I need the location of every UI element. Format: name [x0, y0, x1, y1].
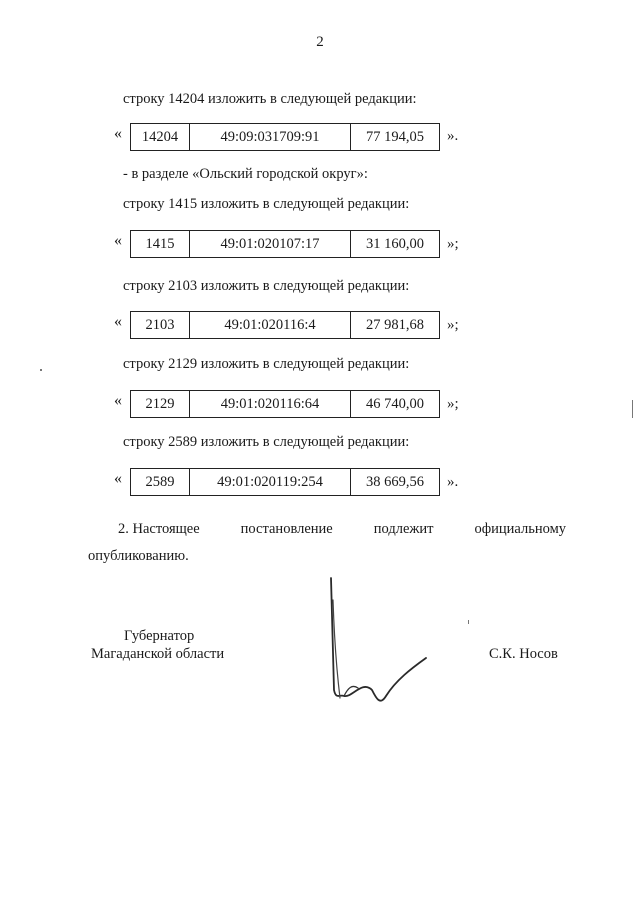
instruction-line: строку 1415 изложить в следующей редакции: — [123, 196, 410, 212]
scan-edge-mark — [632, 400, 633, 418]
row-number: 1415 — [131, 231, 190, 258]
row-number: 2103 — [131, 312, 190, 339]
cadastral-value: 27 981,68 — [351, 312, 440, 339]
table-row — [130, 468, 440, 496]
cadastral-number: 49:01:020116:64 — [190, 391, 351, 418]
instruction-line: строку 2103 изложить в следующей редакции: — [123, 278, 410, 294]
close-quote: »; — [447, 236, 459, 252]
cadastral-value: 46 740,00 — [351, 391, 440, 418]
cadastral-number: 49:09:031709:91 — [190, 124, 351, 151]
instruction-line: строку 2589 изложить в следующей редакции: — [123, 434, 410, 450]
clause-paragraph — [118, 521, 566, 538]
signatory-region: Магаданской области — [91, 646, 225, 662]
table-row — [130, 390, 440, 418]
open-quote: « — [114, 232, 122, 249]
open-quote: « — [114, 313, 122, 330]
close-quote: »; — [447, 317, 459, 333]
row-number: 2589 — [131, 469, 190, 496]
open-quote: « — [114, 125, 122, 142]
cadastral-value: 77 194,05 — [351, 124, 440, 151]
cadastral-value: 31 160,00 — [351, 231, 440, 258]
table-row — [130, 311, 440, 339]
table-row — [130, 230, 440, 258]
cadastral-number: 49:01:020107:17 — [190, 231, 351, 258]
open-quote: « — [114, 470, 122, 487]
scan-speck — [468, 620, 469, 624]
scan-speck — [40, 369, 42, 371]
signatory-name: С.К. Носов — [489, 646, 558, 662]
clause-word: подлежит — [373, 521, 434, 537]
cadastral-value: 38 669,56 — [351, 469, 440, 496]
page-number: 2 — [316, 34, 324, 50]
close-quote: ». — [447, 474, 459, 490]
close-quote: »; — [447, 396, 459, 412]
row-number: 14204 — [131, 124, 190, 151]
clause-continuation: опубликованию. — [88, 548, 189, 564]
signatory-title: Губернатор — [124, 628, 195, 644]
section-heading: - в разделе «Ольский городской округ»: — [123, 166, 368, 182]
open-quote: « — [114, 392, 122, 409]
cadastral-number: 49:01:020119:254 — [190, 469, 351, 496]
clause-word: 2. Настоящее — [118, 521, 200, 537]
table-row — [130, 123, 440, 151]
instruction-line: строку 2129 изложить в следующей редакции: — [123, 356, 410, 372]
row-number: 2129 — [131, 391, 190, 418]
clause-word: постановление — [240, 521, 333, 537]
close-quote: ». — [447, 128, 459, 144]
cadastral-number: 49:01:020116:4 — [190, 312, 351, 339]
clause-word: официальному — [474, 521, 566, 537]
handwritten-signature — [300, 570, 440, 720]
instruction-line: строку 14204 изложить в следующей редакции: — [123, 91, 417, 107]
